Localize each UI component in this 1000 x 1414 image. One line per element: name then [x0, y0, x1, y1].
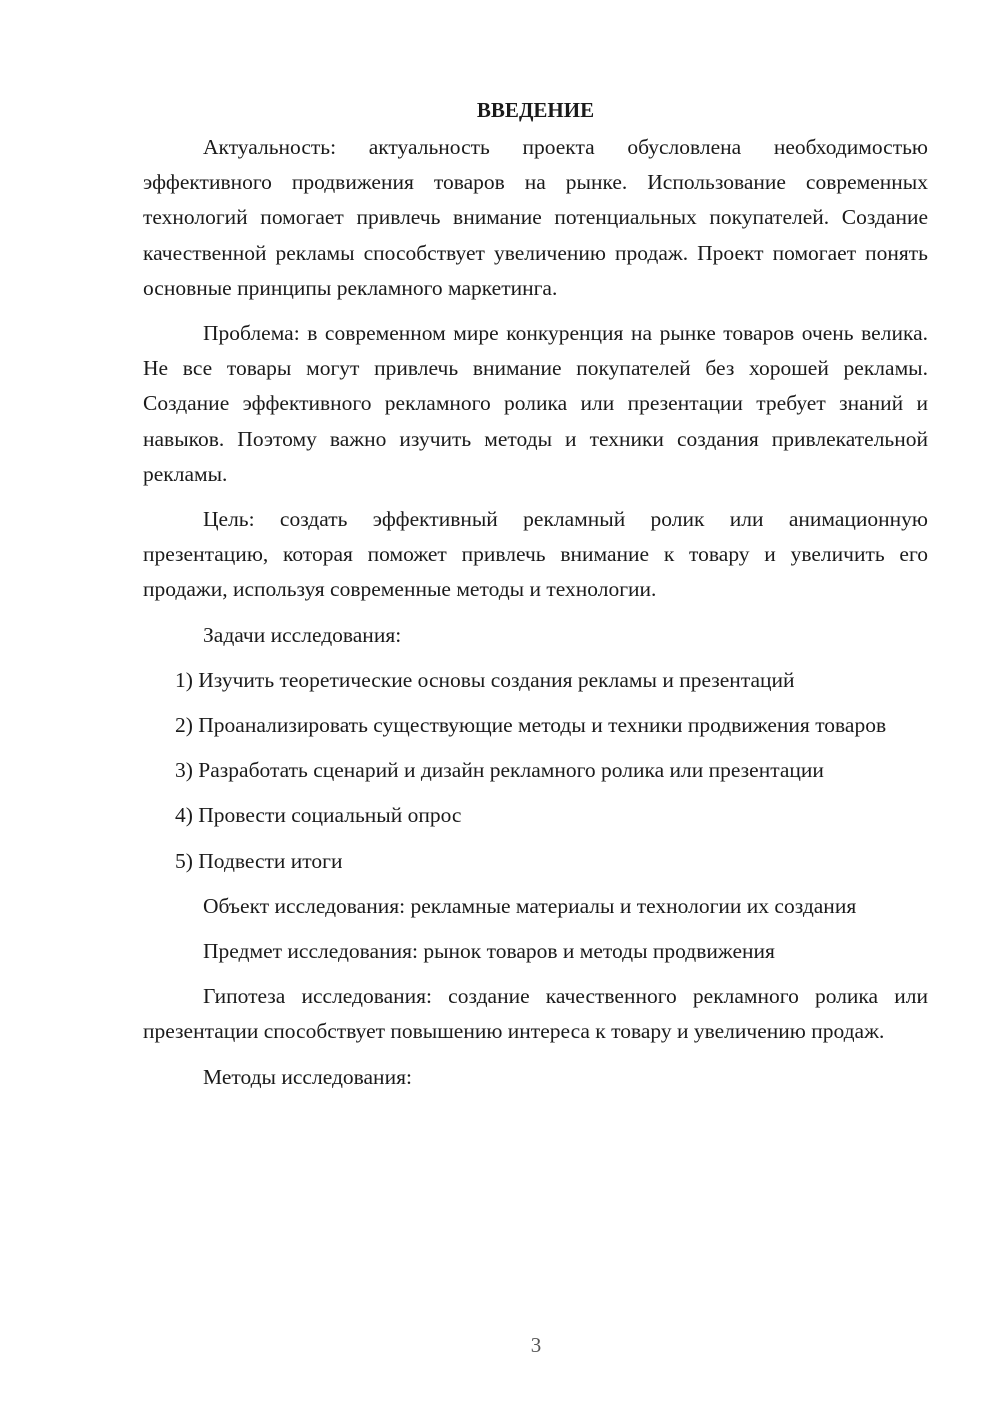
page-title: ВВЕДЕНИЕ [476, 98, 595, 122]
tasks-heading: Задачи исследования: [203, 622, 402, 647]
page-number: 3 [530, 1333, 542, 1357]
subject-paragraph: Предмет исследования: рынок товаров и методы продвижения [203, 939, 775, 964]
task-item-4: 4) Провести социальный опрос [175, 803, 462, 828]
task-item-5: 5) Подвести итоги [175, 848, 343, 873]
task-item-3: 3) Разработать сценарий и дизайн рекламного ролика или презентации [175, 758, 824, 783]
hypothesis-paragraph: Гипотеза исследования: создание качественного рекламного ролика или презентации способствует повышению интереса к товару и увеличению продаж. [143, 984, 928, 1044]
task-item-2: 2) Проанализировать существующие методы и техники продвижения товаров [175, 713, 887, 738]
object-paragraph: Объект исследования: рекламные материалы и технологии их создания [203, 893, 857, 918]
document-page [143, 92, 928, 1095]
task-item-1: 1) Изучить теоретические основы создания рекламы и презентаций [175, 667, 795, 692]
relevance-paragraph: Актуальность: актуальность проекта обусловлена необходимостью эффективного продвижения товаров на рынке. Использование современных технологий помогает привлечь внимание потенциальных покупателей. Создание качественной рекламы способствует увеличению продаж. Проект помогает понять основные принципы рекламного маркетинга. [143, 135, 928, 300]
goal-paragraph: Цель: создать эффективный рекламный ролик или анимационную презентацию, которая поможет привлечь внимание к товару и увеличить его продажи, используя современные методы и технологии. [143, 507, 928, 602]
problem-paragraph: Проблема: в современном мире конкуренция на рынке товаров очень велика. Не все товары могут привлечь внимание покупателей без хорошей рекламы. Создание эффективного рекламного ролика или презентации требует знаний и навыков. Поэтому важно изучить методы и техники создания привлекательной рекламы. [143, 321, 928, 486]
methods-heading: Методы исследования: [203, 1064, 412, 1089]
